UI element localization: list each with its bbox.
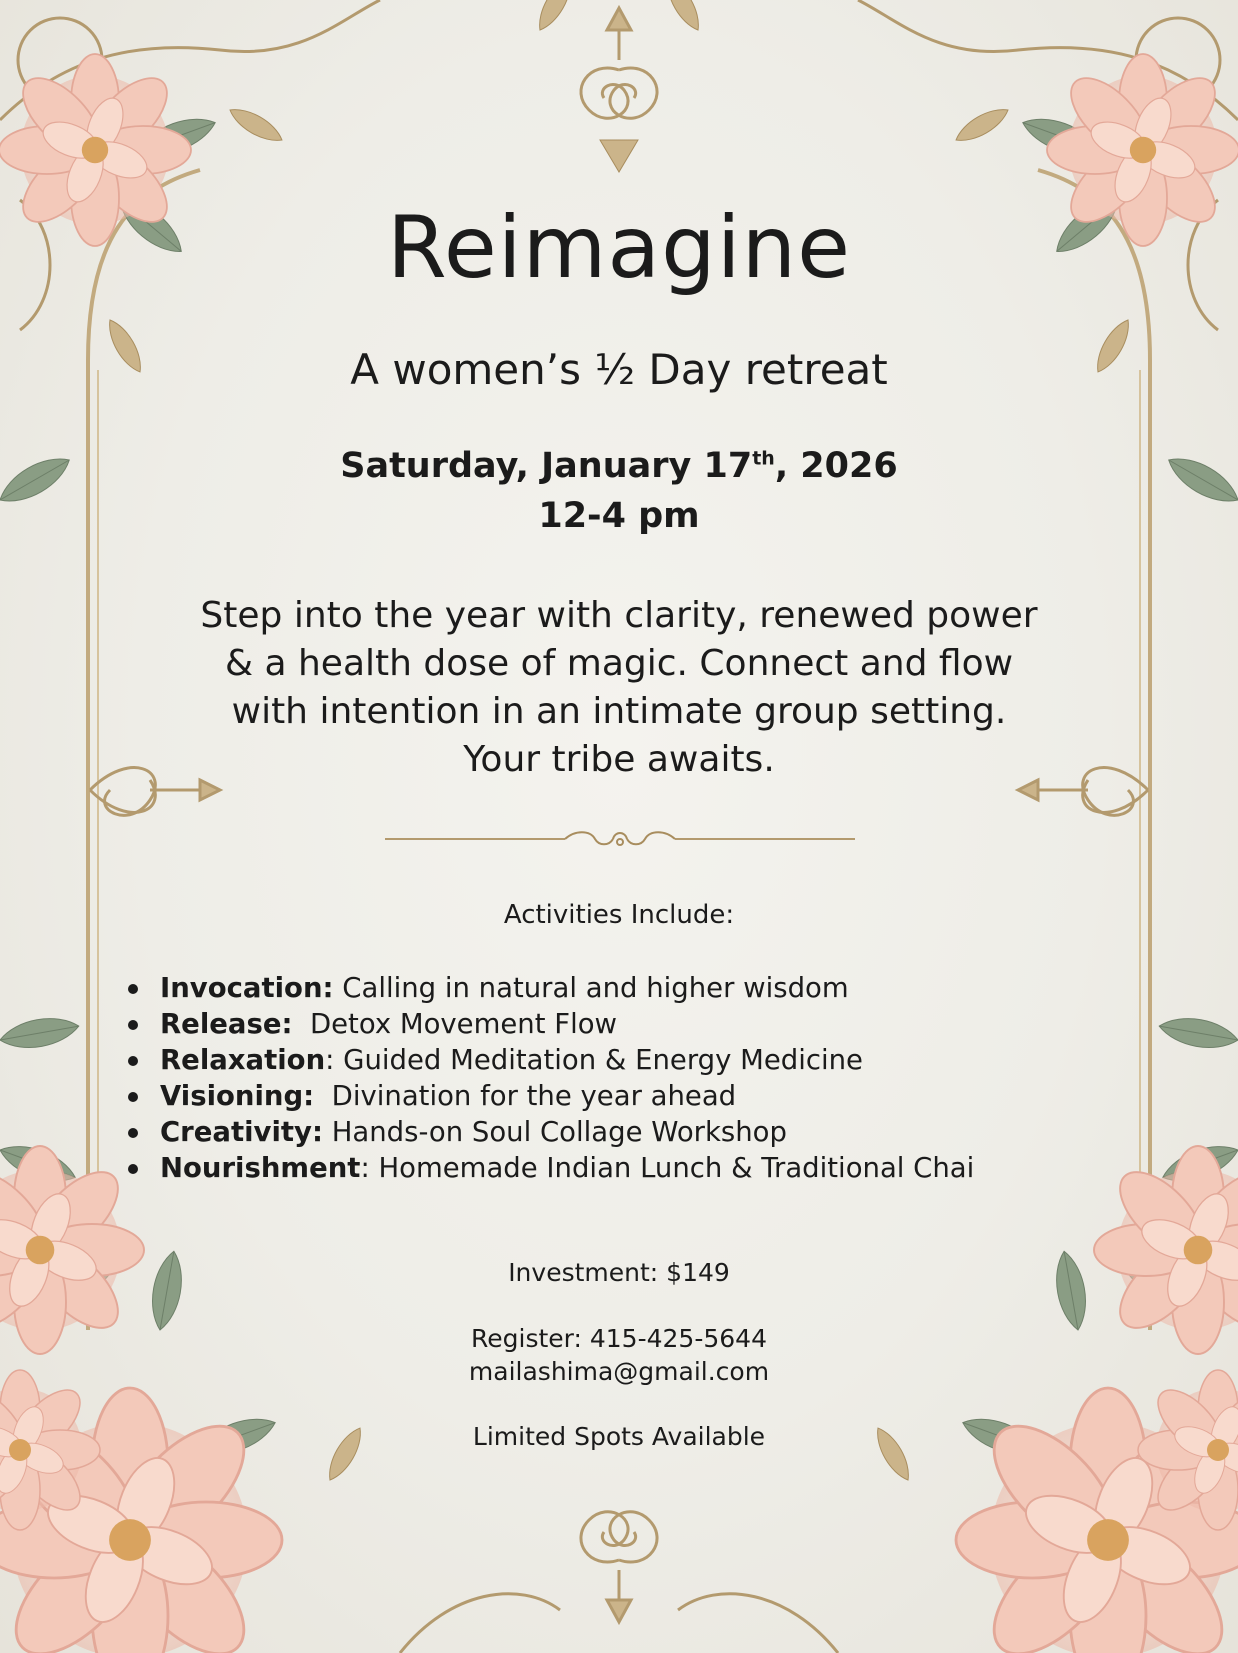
activities-list (124, 970, 974, 1186)
activity-label: Creativity: (160, 1116, 323, 1148)
flower-mid-right-icon (1094, 1146, 1238, 1354)
description-line: Your tribe awaits. (463, 739, 775, 780)
activity-text: : Homemade Indian Lunch & Traditional Chai (360, 1152, 975, 1184)
bullet-icon (128, 1020, 138, 1030)
activity-text: Detox Movement Flow (292, 1008, 618, 1040)
event-subtitle: A women’s ½ Day retreat (350, 345, 888, 394)
list-item (124, 1114, 974, 1150)
event-date (0, 446, 1238, 486)
bullet-icon (128, 1056, 138, 1066)
ornamental-divider-icon (385, 826, 855, 852)
list-item (124, 970, 974, 1006)
register-phone: Register: 415-425-5644 (471, 1324, 767, 1353)
activity-text: : Guided Meditation & Energy Medicine (325, 1044, 863, 1076)
activity-text: Hands-on Soul Collage Workshop (322, 1116, 787, 1148)
activity-label: Visioning: (160, 1080, 315, 1112)
description-line: & a health dose of magic. Connect and flow (224, 643, 1014, 684)
description-line: with intention in an intimate group setting. (231, 691, 1007, 732)
list-item (124, 1006, 974, 1042)
top-ornament-icon (581, 8, 657, 118)
bullet-icon (128, 1092, 138, 1102)
event-description (0, 592, 1238, 784)
event-date-suffix: th (752, 447, 775, 470)
activity-label: Invocation: (160, 972, 334, 1004)
description-line: Step into the year with clarity, renewed power (200, 595, 1038, 636)
activity-text: Calling in natural and higher wisdom (333, 972, 849, 1004)
page-title: Reimagine (386, 198, 852, 298)
bullet-icon (128, 984, 138, 994)
event-date-year: , 2026 (774, 446, 898, 486)
activities-heading: Activities Include: (503, 900, 735, 930)
event-time: 12-4 pm (538, 496, 700, 536)
activity-label: Relaxation (160, 1044, 326, 1076)
list-item (124, 1078, 974, 1114)
activity-text: Divination for the year ahead (314, 1080, 737, 1112)
bottom-ornament-icon (581, 1512, 657, 1622)
bullet-icon (128, 1164, 138, 1174)
list-item (124, 1042, 974, 1078)
list-item (124, 1150, 974, 1186)
limited-spots-note: Limited Spots Available (472, 1422, 766, 1451)
register-email: mailashima@gmail.com (468, 1357, 770, 1386)
bullet-icon (128, 1128, 138, 1138)
activity-label: Release: (160, 1008, 293, 1040)
event-date-main: Saturday, January 17 (340, 446, 753, 486)
flower-mid-left-icon (0, 1146, 144, 1354)
activity-label: Nourishment (160, 1152, 361, 1184)
investment-price: Investment: $149 (508, 1258, 730, 1287)
